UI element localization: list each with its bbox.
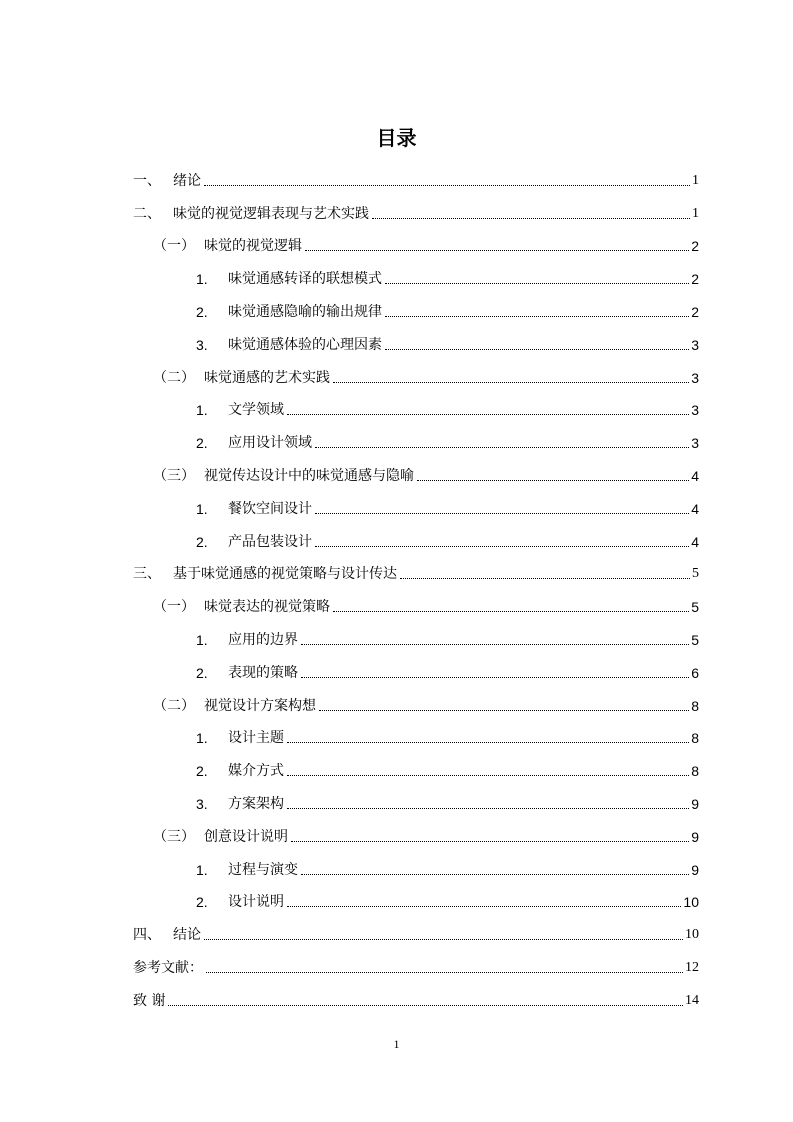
dot-leader: [291, 840, 689, 842]
dot-leader: [204, 938, 683, 940]
toc-entry-label: 文学领域: [228, 402, 284, 419]
toc-entry-number: （三）: [153, 467, 195, 484]
dot-leader: [417, 479, 689, 481]
toc-entry[interactable]: [133, 289, 699, 322]
toc-entry-label: 参考文献：: [133, 959, 203, 976]
toc-entry-page: 9: [691, 828, 699, 845]
toc-entry-page: 3: [691, 435, 699, 452]
toc-entry[interactable]: [133, 519, 699, 552]
toc-entry-label: 味觉通感隐喻的输出规律: [228, 303, 382, 320]
dot-leader: [287, 741, 689, 743]
toc-entry-page: 5: [691, 631, 699, 648]
toc-entry-page: 8: [691, 730, 699, 747]
toc-entry-page: 4: [691, 500, 699, 517]
dot-leader: [385, 315, 689, 317]
toc-entry-label: 视觉传达设计中的味觉通感与隐喻: [204, 467, 414, 484]
toc-entry-page: 3: [691, 402, 699, 419]
toc-entry-label: 设计说明: [228, 894, 284, 911]
toc-entry[interactable]: [133, 716, 699, 749]
toc-entry-page: 2: [691, 238, 699, 255]
toc-entry-label: 产品包装设计: [228, 533, 312, 550]
dot-leader: [287, 774, 689, 776]
page-number: 1: [393, 1037, 400, 1051]
toc-entry-number: 四、: [133, 927, 161, 944]
dot-leader: [385, 282, 689, 284]
toc-entry-number: 2.: [196, 894, 208, 911]
toc-entry[interactable]: [133, 552, 699, 585]
toc-entry[interactable]: [133, 420, 699, 453]
toc-entry-number: 1.: [196, 271, 208, 288]
toc-entry[interactable]: [133, 945, 699, 978]
toc-entry[interactable]: [133, 584, 699, 617]
toc-entry-label: 味觉的视觉逻辑: [204, 238, 302, 255]
dot-leader: [315, 446, 689, 448]
toc-entry-page: 1: [692, 172, 699, 188]
toc-entry[interactable]: [133, 978, 699, 1011]
toc-entry-page: 2: [691, 271, 699, 288]
dot-leader: [385, 348, 689, 350]
toc-entry[interactable]: [133, 191, 699, 224]
dot-leader: [204, 184, 690, 186]
toc-entry-page: 8: [691, 697, 699, 714]
toc-entry-number: 3.: [196, 795, 208, 812]
toc-entry-number: 2.: [196, 435, 208, 452]
toc-entry-number: 3.: [196, 336, 208, 353]
dot-leader: [372, 217, 690, 219]
toc-entry-number: （一）: [153, 599, 195, 616]
toc-entry-page: 10: [685, 927, 699, 943]
toc-entry-label: 结论: [173, 927, 201, 944]
toc-entry-page: 5: [691, 599, 699, 616]
toc-entry-label: 创意设计说明: [204, 828, 288, 845]
toc-entry-label: 视觉设计方案构想: [204, 697, 316, 714]
toc-entry[interactable]: [133, 781, 699, 814]
toc-entry[interactable]: [133, 683, 699, 716]
toc-entry-label: 应用设计领域: [228, 435, 312, 452]
dot-leader: [400, 577, 690, 579]
toc-entry[interactable]: [133, 814, 699, 847]
toc-entry-number: 1.: [196, 631, 208, 648]
toc-entry-number: （三）: [153, 828, 195, 845]
toc-entry-label: 媒介方式: [228, 763, 284, 780]
toc-entry-label: 设计主题: [228, 730, 284, 747]
toc-entry-label: 致 谢: [133, 992, 166, 1009]
toc-entry-number: 2.: [196, 763, 208, 780]
toc-entry-number: 二、: [133, 205, 161, 222]
toc-entry[interactable]: [133, 748, 699, 781]
dot-leader: [287, 905, 681, 907]
toc-entry[interactable]: [133, 847, 699, 880]
toc-entry-number: 2.: [196, 303, 208, 320]
toc-entry[interactable]: [133, 617, 699, 650]
toc-entry-number: （一）: [153, 238, 195, 255]
toc-entry-number: （二）: [153, 697, 195, 714]
page-title: 目录: [376, 126, 417, 150]
toc-entry[interactable]: [133, 355, 699, 388]
toc-entry[interactable]: [133, 224, 699, 257]
toc-entry-number: 2.: [196, 533, 208, 550]
toc-entry-label: 味觉的视觉逻辑表现与艺术实践: [173, 205, 369, 222]
dot-leader: [319, 709, 689, 711]
dot-leader: [315, 512, 689, 514]
toc-entry-label: 绪论: [173, 172, 201, 189]
toc-entry[interactable]: [133, 880, 699, 913]
toc-entry-number: 1.: [196, 861, 208, 878]
dot-leader: [315, 545, 689, 547]
toc-entry[interactable]: [133, 486, 699, 519]
toc-entry[interactable]: [133, 158, 699, 191]
dot-leader: [206, 971, 683, 973]
toc-entry-page: 6: [691, 664, 699, 681]
toc-entry-page: 10: [683, 894, 699, 911]
toc-entry-label: 基于味觉通感的视觉策略与设计传达: [173, 566, 397, 583]
toc-entry[interactable]: [133, 256, 699, 289]
toc-entry-label: 餐饮空间设计: [228, 500, 312, 517]
toc-entry[interactable]: [133, 912, 699, 945]
toc-entry-page: 9: [691, 861, 699, 878]
toc-entry-label: 味觉通感体验的心理因素: [228, 336, 382, 353]
toc-entry-page: 14: [685, 992, 699, 1008]
toc-entry-label: 表现的策略: [228, 664, 298, 681]
toc-entry-label: 应用的边界: [228, 631, 298, 648]
dot-leader: [301, 873, 689, 875]
toc-entry-page: 3: [691, 336, 699, 353]
toc-entry-page: 2: [691, 303, 699, 320]
toc-entry[interactable]: [133, 388, 699, 421]
toc-entry[interactable]: [133, 322, 699, 355]
toc-entry-label: 方案架构: [228, 795, 284, 812]
dot-leader: [333, 610, 689, 612]
dot-leader: [287, 807, 689, 809]
toc-entry-number: 1.: [196, 402, 208, 419]
toc-entry-number: 三、: [133, 566, 161, 583]
toc-entry-page: 3: [691, 369, 699, 386]
table-of-contents: [133, 158, 699, 1011]
toc-entry-number: 2.: [196, 664, 208, 681]
dot-leader: [333, 381, 689, 383]
toc-entry-page: 4: [691, 467, 699, 484]
toc-entry-label: 味觉通感的艺术实践: [204, 369, 330, 386]
dot-leader: [301, 643, 689, 645]
toc-entry[interactable]: [133, 453, 699, 486]
dot-leader: [301, 676, 689, 678]
toc-entry-page: 9: [691, 795, 699, 812]
dot-leader: [305, 249, 689, 251]
toc-entry-page: 1: [692, 205, 699, 221]
toc-entry-label: 过程与演变: [228, 861, 298, 878]
toc-entry-page: 8: [691, 763, 699, 780]
toc-entry-label: 味觉通感转译的联想模式: [228, 271, 382, 288]
toc-entry-number: 一、: [133, 172, 161, 189]
dot-leader: [287, 413, 689, 415]
toc-entry-number: （二）: [153, 369, 195, 386]
toc-entry-page: 12: [685, 959, 699, 975]
toc-entry-number: 1.: [196, 730, 208, 747]
toc-entry[interactable]: [133, 650, 699, 683]
toc-entry-label: 味觉表达的视觉策略: [204, 599, 330, 616]
dot-leader: [168, 1004, 683, 1006]
toc-entry-number: 1.: [196, 500, 208, 517]
toc-entry-page: 5: [692, 566, 699, 582]
toc-entry-page: 4: [691, 533, 699, 550]
